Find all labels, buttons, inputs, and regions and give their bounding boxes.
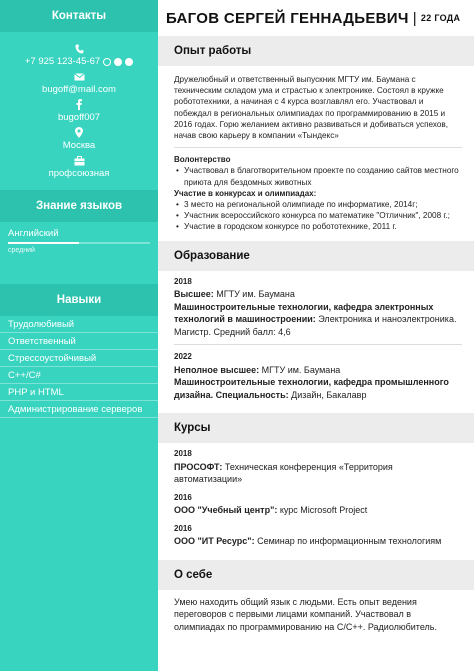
education-specialty: Электроника и наноэлектроника. — [315, 314, 457, 325]
education-year: 2018 — [174, 276, 192, 286]
email-icon — [0, 71, 158, 82]
experience-section — [158, 66, 474, 233]
list-item: • Участвовал в благотворительном проекте по созданию сайтов местного приюта для бездомных животных — [174, 165, 462, 187]
course-entry — [174, 504, 462, 517]
phone-icon — [0, 43, 158, 54]
list-item: • 3 место на региональной олимпиаде по информатике, 2014г; — [174, 199, 462, 210]
list-item: • Участник всероссийского конкурса по математике "Отличник", 2008 г.; — [174, 210, 462, 221]
location-pin-icon — [0, 127, 158, 138]
contacts-block — [0, 32, 158, 180]
education-title: Образование — [158, 241, 474, 271]
skill-item: Стрессоустойчивый — [0, 350, 158, 367]
education-section — [158, 271, 474, 402]
phone-number[interactable]: +7 925 123-45-67 — [24, 56, 101, 67]
language-level-bar — [8, 242, 150, 244]
education-year: 2022 — [174, 352, 192, 362]
course-name: Техническая конференция «Территория автоматизации» — [174, 461, 393, 485]
education-faculty-line — [174, 376, 462, 401]
city: Москва — [62, 140, 96, 151]
education-school: МГТУ им. Баумана — [259, 364, 341, 375]
education-extra: Магистр. Средний балл: 4,6 — [174, 326, 291, 337]
education-specialty: Дизайн, Бакалавр — [288, 389, 367, 400]
course-year: 2016 — [174, 492, 192, 502]
skills-list — [0, 316, 158, 418]
course-org: ООО "Учебный центр": — [174, 505, 278, 516]
language-name: Английский — [8, 228, 59, 239]
email-address[interactable]: bugoff@mail.com — [42, 84, 116, 95]
contests-title: Участие в конкурсах и олимпиадах: — [174, 188, 317, 198]
course-year: 2016 — [174, 523, 192, 533]
education-entry — [174, 364, 462, 377]
sidebar — [0, 0, 158, 671]
contests-list — [174, 199, 462, 233]
about-title: О себе — [158, 560, 474, 590]
courses-title: Курсы — [158, 413, 474, 443]
age: 22 ГОДА — [420, 13, 461, 23]
education-entry — [174, 288, 462, 301]
whatsapp-icon[interactable] — [103, 58, 111, 66]
about-text: Умею находить общий язык с людьми. Есть опыт ведения переговоров с первыми лицами компаний. Участвовал в олимпиадах по программированию на C/C++. Радиолюбитель. — [174, 596, 437, 632]
skype-handle[interactable]: bugoff007 — [57, 112, 101, 123]
skills-title: Навыки — [0, 284, 158, 316]
list-item: • Участие в городском конкурсе по робототехнике, 2011 г. — [174, 221, 462, 232]
language-item — [0, 222, 158, 254]
divider — [174, 147, 462, 148]
telegram-icon[interactable] — [125, 58, 133, 66]
education-faculty-line — [174, 301, 462, 326]
briefcase-icon — [0, 155, 158, 166]
contacts-title: Контакты — [0, 0, 158, 32]
course-year: 2018 — [174, 449, 192, 459]
education-faculty: Машиностроительные технологии, кафедра промышленного дизайна. Специальность: — [174, 377, 449, 400]
languages-title: Знание языков — [0, 190, 158, 222]
education-level: Неполное высшее: — [174, 364, 260, 375]
courses-section — [158, 443, 474, 548]
experience-title: Опыт работы — [158, 36, 474, 66]
course-entry — [174, 535, 462, 548]
main-content — [158, 0, 474, 671]
course-name: Семинар по информационным технологиям — [254, 536, 442, 547]
volunteer-title: Волонтерство — [174, 155, 231, 165]
skill-item: Администрирование серверов — [0, 401, 158, 418]
skill-item: Ответственный — [0, 333, 158, 350]
education-school: МГТУ им. Баумана — [213, 289, 295, 300]
volunteer-list — [174, 165, 462, 187]
course-entry — [174, 461, 462, 486]
language-level-fill — [8, 242, 79, 244]
course-org: ООО "ИТ Ресурс": — [174, 536, 255, 547]
education-faculty: Машиностроительные технологии, кафедра электронных технологий в машиностроении: — [174, 301, 434, 325]
employment: профсоюзная — [48, 168, 110, 179]
full-name: БАГОВ СЕРГЕЙ ГЕННАДЬЕВИЧ — [166, 9, 409, 27]
skill-item: Трудолюбивый — [0, 316, 158, 333]
language-level: средний — [8, 247, 35, 254]
course-name: курс Microsoft Project — [277, 505, 368, 516]
skype-icon — [0, 99, 158, 110]
education-level: Высшее: — [174, 289, 214, 300]
summary-text: Дружелюбный и ответственный выпускник МГТУ им. Баумана с техническим складом ума и страстью к электронике. Состоял в кружке робототехники, а начиная с 4 курса возглавлял его. Участвовал и побеждал в региональных олимпиадах по программированию в 2015 и 2016 годах. Горю желанием активно развиваться и добиваться успехов, начав свою карьеру в компании «Тындекс» — [174, 75, 449, 141]
header — [158, 0, 474, 36]
course-org: ПРОСОФТ: — [174, 461, 223, 472]
skill-item: C++/C# — [0, 367, 158, 384]
name-separator: | — [412, 9, 417, 27]
skill-item: PHP и HTML — [0, 384, 158, 401]
viber-icon[interactable] — [114, 58, 122, 66]
divider — [174, 344, 462, 345]
